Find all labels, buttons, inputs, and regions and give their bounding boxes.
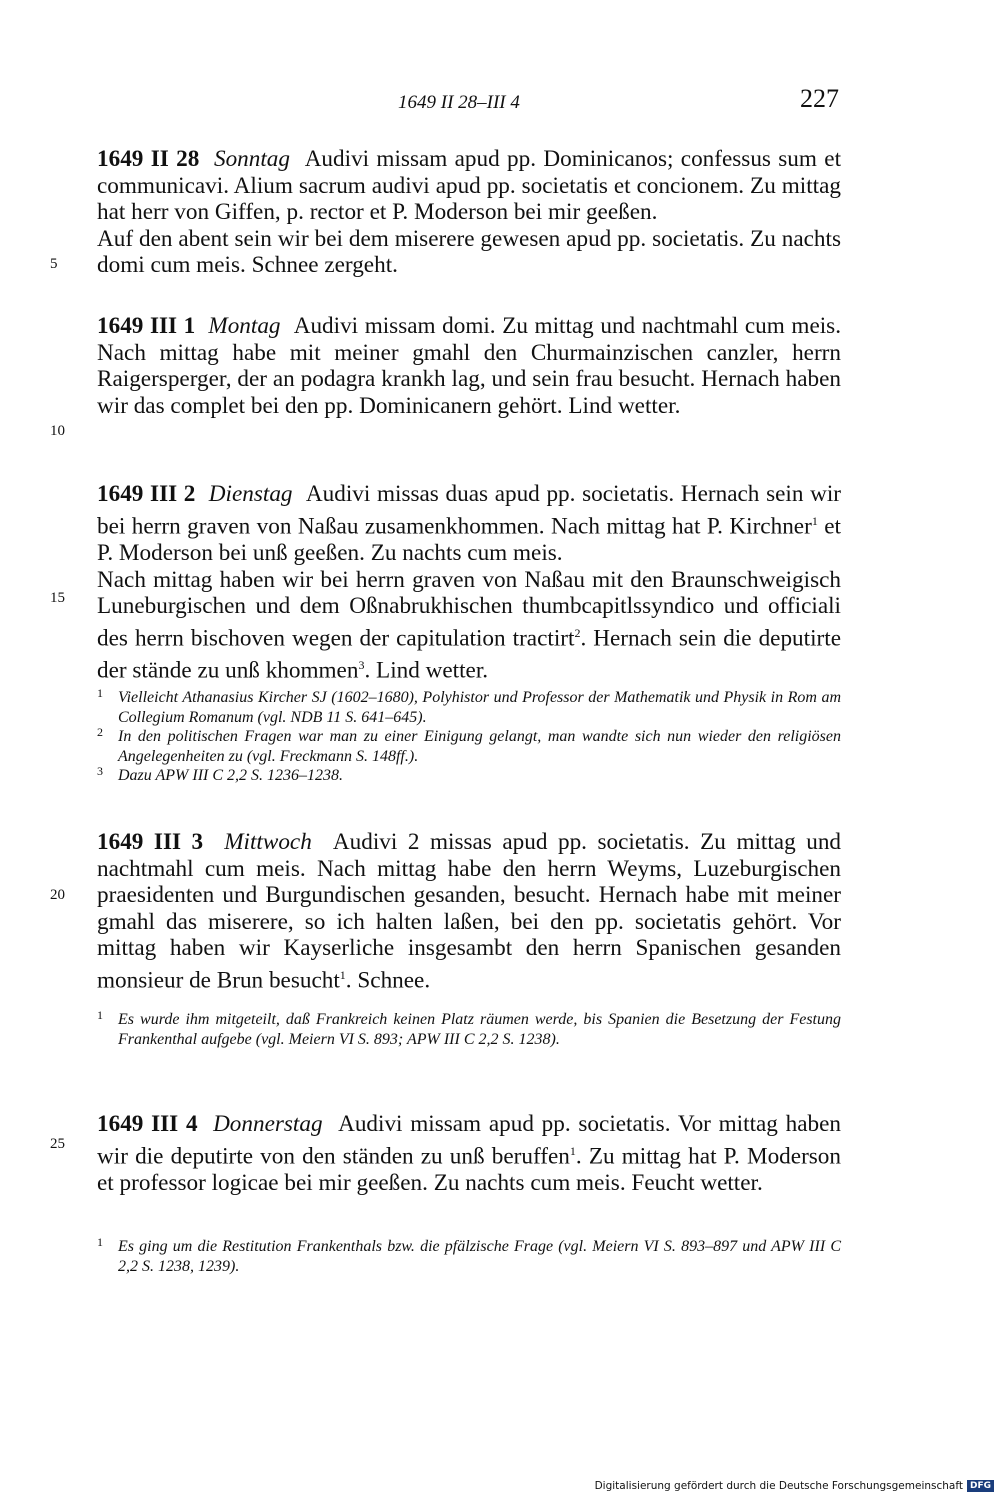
entry-text: Audivi missam apud pp. societatis. Vor mittag haben wir die deputirte von den ständen zu unß beruffen [97,1111,842,1170]
diary-entry [97,829,841,994]
footnote-number: 1 [97,686,103,700]
entry-text: Audivi missas duas apud pp. societatis. Hernach sein wir bei herrn graven von Naßau zusamenkhommen. Nach mittag hat P. Kirchner [97,481,842,540]
line-number: 15 [50,590,65,606]
diary-entry [97,1111,841,1197]
footnotes [97,1237,841,1276]
diary-entry [97,146,841,279]
credit-text: Digitalisierung gefördert durch die Deutsche Forschungsgemeinschaft [594,1480,963,1492]
digitization-credit [595,1480,994,1492]
running-title: 1649 II 28–III 4 [398,92,520,113]
footnote-mark: 1 [569,1143,576,1158]
running-head [0,84,1000,124]
entry-weekday: Donnerstag [213,1111,323,1137]
entry-weekday: Sonntag [213,146,290,172]
footnote-text: In den politischen Fragen war man zu einer Einigung gelangt, man wandte sich nun wieder den religiösen Angelegenheiten zu (vgl. Freckmann S. 148ff.). [118,728,841,765]
footnotes [97,688,841,786]
footnote-number: 2 [97,725,103,740]
entry-text: Auf den abent sein wir bei dem miserere gewesen apud pp. societatis. Zu nachts domi cum meis. Schnee zergeht. [97,225,841,279]
footnote [97,766,841,786]
footnote-number: 3 [97,764,103,779]
entry-text: Audivi missam domi. Zu mittag und nachtmahl cum meis. Nach mittag habe mit meiner gmahl den Churmainzischen canzler, herrn Raigersperger, der an podagra krankh lag, und sein frau besucht. Hernach haben wir das complet bei den pp. Dominicanern gehört. Lind wetter. [97,313,841,419]
entry-date: 1649 III 2 [97,481,196,507]
entry-text: . Schnee. [345,967,431,994]
entry-text: . Hernach sein die deputirte der stände zu unß khommen [97,625,841,684]
entry-text: et P. Moderson bei unß geeßen. Zu nachts cum meis. [97,513,841,566]
entry-date: 1649 II 28 [97,146,200,172]
footnote [97,688,841,727]
line-number: 20 [50,887,65,903]
entry-weekday: Dienstag [208,481,293,507]
entry-weekday: Montag [208,313,281,339]
footnote-mark: 1 [811,513,818,528]
entry-date: 1649 III 4 [97,1111,198,1137]
page-number: 227 [800,84,839,113]
footnote-text: Es ging um die Restitution Frankenthals bzw. die pfälzische Frage (vgl. Meiern VI S. 893–897 und APW III C 2,2 S. 1238, 1239). [118,1238,841,1275]
entry-text: Audivi 2 missas apud pp. societatis. Zu mittag und nachtmahl cum meis. Nach mittag habe den herrn Weyms, Luzeburgischen praesidenten und Burgundischen gesanden, besucht. Hernach habe mit meiner gmahl das miserere, so ich halten laßen, bei den pp. societatis gehört. Vor mittag haben wir Kayserliche insgesambt den herrn Spanischen gesanden monsieur de Brun besucht [97,829,842,994]
dfg-logo-icon: DFG [967,1480,994,1492]
footnote-text: Es wurde ihm mitgeteilt, daß Frankreich keinen Platz räumen werde, bis Spanien die Besetzung der Festung Frankenthal aufgebe (vgl. Meiern VI S. 893; APW III C 2,2 S. 1238). [118,1011,841,1048]
entry-text: Audivi missam apud pp. Dominicanos; confessus sum et communicavi. Alium sacrum audivi apud pp. societatis et concionem. Zu mittag hat herr von Giffen, p. rector et P. Moderson bei mir geeßen. [97,146,842,226]
entry-text: Nach mittag haben wir bei herrn graven von Naßau mit den Braunschweigisch Luneburgischen und dem Oßnabrukhischen thumbcapitlssyndico und officiali des herrn bischoven wegen der capitulation tractirt [97,566,841,652]
footnote-number: 1 [97,1008,103,1022]
line-number: 5 [50,256,58,272]
footnote-mark: 3 [358,658,365,673]
line-number: 25 [50,1136,65,1152]
footnote-text: Vielleicht Athanasius Kircher SJ (1602–1680), Polyhistor und Professor der Mathematik und Physik in Rom am Collegium Romanum (vgl. NDB 11 S. 641–645). [118,689,841,726]
footnote [97,727,841,766]
footnote [97,1237,841,1276]
entry-date: 1649 III 1 [97,313,196,339]
diary-entry [97,481,841,684]
footnote [97,1010,841,1049]
footnote-number: 1 [97,1235,103,1249]
footnotes [97,1010,841,1049]
entry-date: 1649 III 3 [97,829,204,855]
entry-text: . Lind wetter. [364,657,489,684]
entry-weekday: Mittwoch [224,829,312,855]
footnote-mark: 2 [574,625,581,640]
entry-text: . Zu mittag hat P. Moderson et professor logicae bei mir geeßen. Zu nachts cum meis. Feucht wetter. [97,1143,841,1196]
footnote-mark: 1 [339,967,346,982]
diary-entry [97,313,841,419]
footnote-text: Dazu APW III C 2,2 S. 1236–1238. [118,767,344,785]
line-number: 10 [50,423,65,439]
